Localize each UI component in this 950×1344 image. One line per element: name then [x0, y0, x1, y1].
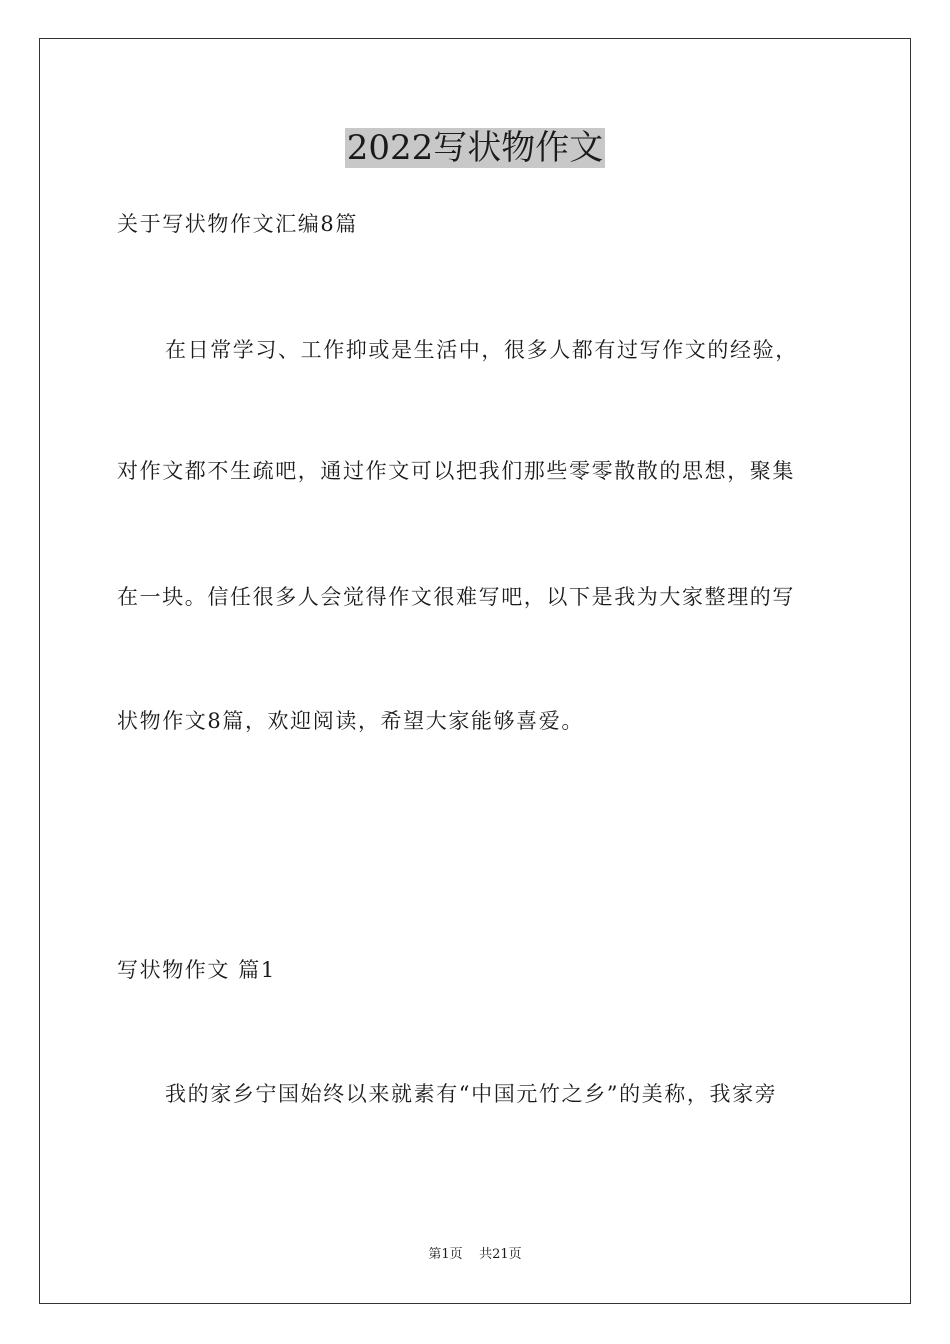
intro-line-1: 在日常学习、工作抑或是生活中，很多人都有过写作文的经验， [165, 338, 798, 362]
page-number-footer: 第1页 共21页 [428, 1247, 522, 1262]
document-title: 2022写状物作文 [346, 128, 604, 168]
section-heading: 写状物作文 篇1 [117, 958, 276, 982]
document-subtitle: 关于写状物作文汇编8篇 [117, 212, 358, 236]
intro-line-2: 对作文都不生疏吧，通过作文可以把我们那些零零散散的思想，聚集 [117, 459, 795, 483]
intro-line-4: 状物作文8篇，欢迎阅读，希望大家能够喜爱。 [117, 709, 584, 733]
intro-line-3: 在一块。信任很多人会觉得作文很难写吧，以下是我为大家整理的写 [117, 585, 795, 609]
section-first-line: 我的家乡宁国始终以来就素有“中国元竹之乡”的美称，我家旁 [165, 1082, 778, 1106]
title-container [0, 128, 950, 168]
